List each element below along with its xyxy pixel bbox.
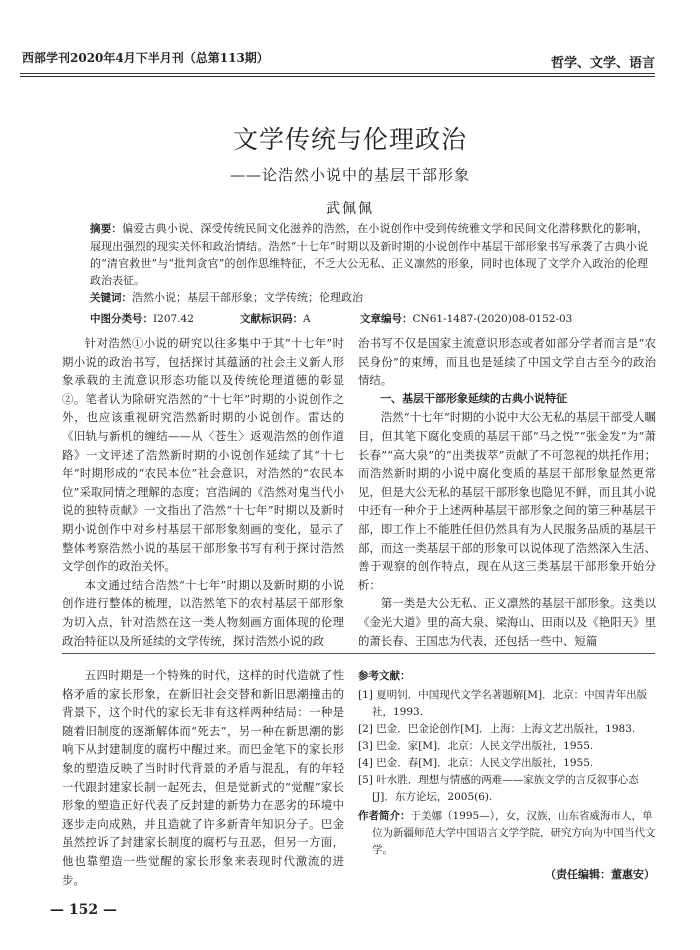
paragraph: 针对浩然①小说的研究以往多集中于其“十七年”时期小说的政治书写，包括探讨其蕴涵的社会主义新人形象承载的主流意识形态功能以及传统伦理道德的彰显②。笔者认为除研究浩然的“十七年”时期的小说创作之外，也应该重视研究浩然新时期的小说创作。雷达的《旧轨与新机的缠结——从〈苍生〉返观浩然的创作道路》一文评述了浩然新时期的小说创作延续了其“十七年”时期形成的“农民本位”社会意识，对浩然的“农民本位”采取同情之理解的态度；宫浩阔的《浩然对鬼当代小说的独特贡献》一文指出了浩然“十七年”时期以及新时期小说创作中对乡村基层干部形象刻画的变化，显示了整体考察浩然小说的基层干部形象书写有利于探讨浩然文学创作的政治关怀。 (62, 336, 344, 574)
abstract-text: 偏爱古典小说、深受传统民间文化滋养的浩然，在小说创作中受到传统雅文学和民间文化潜移默化的影响，展现出强烈的现实关怀和政治情结。浩然“十七年”时期以及新时期的小说创作中基层干部形象书写承袭了古典小说的“清官救世”与“批判贪官”的创作思维特征，不乏大公无私、正义凛然的形象，同时也体现了文学介入政治的伦理政治表征。 (90, 222, 649, 287)
journal-header: 西部学刊2020年4月下半月刊（总第113期） (22, 51, 269, 65)
reference-item: [2] 巴金．巴金论创作[M]．上海：上海文艺出版社，1983. (358, 723, 636, 735)
author-bio-label: 作者简介： (358, 810, 411, 822)
article-title: 文学传统与伦理政治 (232, 125, 467, 154)
paragraph: 本文通过结合浩然“十七年”时期以及新时期的小说创作进行整体的梳理，以浩然笔下的农村基层干部形象为切入点，针对浩然在这一类人物刻画方面体现的伦理政治特征以及所延续的文学传统，探讨浩然小说的政 (62, 577, 344, 648)
page-number: — 152 — (50, 902, 117, 918)
article-subtitle: ——论浩然小说中的基层干部形象 (229, 166, 470, 184)
references-label: 参考文献： (358, 670, 411, 682)
header-rule-thin (20, 76, 655, 77)
clc-number: 中图分类号：I207.42 (90, 313, 194, 325)
keywords-label: 关键词： (90, 292, 132, 304)
reference-item: [5] 叶水胜．理想与情感的两难——家族文学的言反叙事心态[J]．东方论坛，2005(6). (358, 774, 639, 803)
body-left-column (62, 334, 344, 650)
abstract-label: 摘要： (90, 223, 123, 235)
references (358, 668, 656, 859)
article-divider (62, 653, 655, 654)
previous-article-tail (62, 666, 344, 889)
keywords-text: 浩然小说；基层干部形象；文学传统；伦理政治 (132, 291, 363, 304)
reference-item: [1] 夏明钊．中国现代文学名著题解[M]．北京：中国青年出版社，1993. (358, 689, 648, 718)
abstract (90, 220, 648, 307)
section-header: 哲学、文学、语言 (550, 56, 655, 71)
body-right-column (358, 334, 656, 650)
paragraph: 治书写不仅是国家主流意识形态或者如部分学者而言是“农民身份”的束缚，而且也是延续了中国文学自古至今的政治情结。 (358, 336, 656, 388)
paragraph: 浩然“十七年”时期的小说中大公无私的基层干部受人瞩目，但其笔下腐化变质的基层干部“马之悦”“张金发”为“萧长春”“高大泉”的“出类拔萃”贡献了不可忽视的烘托作用；而浩然新时期的小说中腐化变质的基层干部形象显然更常见，但是大公无私的基层干部形象也隐见不鲜，而且其小说中还有一种介于上述两种基层干部形象之间的第三种基层干部，即工作上不能胜任但仍然具有为人民服务品质的基层干部，而这一类基层干部的形象可以说体现了浩然深入生活、善于观察的创作特点，现在从这三类基层干部形象开始分析： (358, 410, 656, 592)
reference-item: [4] 巴金．春[M]．北京：人民文学出版社，1955. (358, 757, 594, 769)
article-author: 武佩佩 (326, 201, 374, 217)
article-number: 文章编号：CN61-1487-(2020)08-0152-03 (360, 313, 573, 325)
header-rule (20, 73, 655, 74)
author-bio: 作者简介：于美娜（1995—），女，汉族，山东省威海市人，单位为新疆师范大学中国语言文学学院，研究方向为中国当代文学。 (358, 810, 656, 856)
responsible-editor: （责任编辑：董惠安） (545, 868, 655, 881)
section-heading: 一、基层干部形象延续的古典小说特征 (380, 391, 567, 405)
doc-code: 文献标识码：A (240, 313, 311, 325)
paragraph: 五四时期是一个特殊的时代，这样的时代造就了性格矛盾的家长形象，在新旧社会交替和新旧思潮撞击的背景下，这个时代的家长无非有这样两种结局：一种是随着旧制度的逐渐解体而“死去”，另一种在新思潮的影响下从封建制度的腐朽中醒过来。而巴金笔下的家长形象的塑造反映了当时时代背景的矛盾与混乱，有的年轻一代跟封建家长制一起死去，但是觉新式的“觉醒”家长形象的塑造正好代表了反封建的新势力在恶劣的环境中逐步走向成熟，并且造就了许多新青年知识分子。巴金虽然控诉了封建家长制度的腐朽与丑恶，但另一方面，他也靠塑造一些觉醒的家长形象来表现时代激流的进步。 (62, 668, 344, 887)
reference-item: [3] 巴金．家[M]．北京：人民文学出版社，1955. (358, 740, 594, 752)
paragraph: 第一类是大公无私、正义凛然的基层干部形象。这类以《金光大道》里的高大泉、梁海山、田雨以及《艳阳天》里的萧长春、王国忠为代表，还包括一些中、短篇 (358, 596, 656, 648)
